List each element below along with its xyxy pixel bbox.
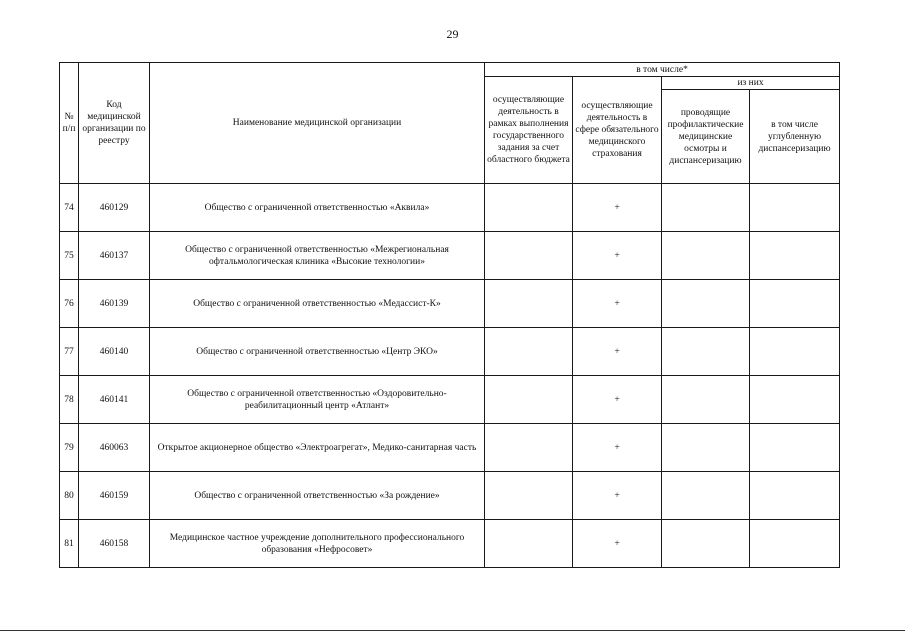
cell-num: 81 bbox=[60, 520, 79, 568]
cell-code: 460137 bbox=[79, 232, 150, 280]
cell-name: Общество с ограниченной ответственностью «Оздоровительно-реабилитационный центр «Атлант» bbox=[150, 376, 485, 424]
header-including: в том числе* bbox=[485, 63, 840, 77]
cell-oms: + bbox=[573, 424, 662, 472]
cell-name: Общество с ограниченной ответственностью «Аквила» bbox=[150, 184, 485, 232]
cell-name: Медицинское частное учреждение дополнительного профессионального образования «Нефросовет» bbox=[150, 520, 485, 568]
cell-num: 77 bbox=[60, 328, 79, 376]
header-name: Наименование медицинской организации bbox=[150, 63, 485, 184]
cell-state-task bbox=[485, 424, 573, 472]
table-row bbox=[60, 520, 840, 568]
cell-prof bbox=[662, 376, 750, 424]
cell-oms: + bbox=[573, 184, 662, 232]
cell-code: 460139 bbox=[79, 280, 150, 328]
cell-deep bbox=[750, 424, 840, 472]
cell-code: 460129 bbox=[79, 184, 150, 232]
header-code: Код медицинской организации по реестру bbox=[79, 63, 150, 184]
cell-name: Общество с ограниченной ответственностью «Центр ЭКО» bbox=[150, 328, 485, 376]
cell-prof bbox=[662, 328, 750, 376]
cell-deep bbox=[750, 232, 840, 280]
cell-oms: + bbox=[573, 376, 662, 424]
page-number: 29 bbox=[446, 27, 459, 41]
cell-num: 74 bbox=[60, 184, 79, 232]
header-state-task: осуществляющие деятельность в рамках выполнения государственного задания за счет областного бюджета bbox=[485, 77, 573, 184]
cell-num: 78 bbox=[60, 376, 79, 424]
cell-prof bbox=[662, 280, 750, 328]
cell-deep bbox=[750, 376, 840, 424]
table-row bbox=[60, 280, 840, 328]
header-deep: в том числе углубленную диспансеризацию bbox=[750, 90, 840, 184]
cell-code: 460158 bbox=[79, 520, 150, 568]
cell-code: 460063 bbox=[79, 424, 150, 472]
table-row bbox=[60, 232, 840, 280]
cell-oms: + bbox=[573, 520, 662, 568]
cell-state-task bbox=[485, 472, 573, 520]
cell-num: 75 bbox=[60, 232, 79, 280]
cell-oms: + bbox=[573, 472, 662, 520]
cell-name: Общество с ограниченной ответственностью «Медассист-К» bbox=[150, 280, 485, 328]
cell-name: Общество с ограниченной ответственностью «За рождение» bbox=[150, 472, 485, 520]
table-header bbox=[60, 63, 840, 184]
header-oms: осуществляющие деятельность в сфере обязательного медицинского страхования bbox=[573, 77, 662, 184]
cell-oms: + bbox=[573, 328, 662, 376]
cell-state-task bbox=[485, 280, 573, 328]
cell-oms: + bbox=[573, 280, 662, 328]
cell-deep bbox=[750, 328, 840, 376]
table-body bbox=[60, 184, 840, 568]
cell-code: 460159 bbox=[79, 472, 150, 520]
cell-prof bbox=[662, 472, 750, 520]
medical-organizations-table bbox=[59, 62, 840, 568]
page-bottom-edge bbox=[0, 630, 905, 631]
table-row bbox=[60, 184, 840, 232]
cell-num: 79 bbox=[60, 424, 79, 472]
cell-deep bbox=[750, 280, 840, 328]
cell-num: 80 bbox=[60, 472, 79, 520]
table-row bbox=[60, 472, 840, 520]
cell-prof bbox=[662, 424, 750, 472]
cell-code: 460141 bbox=[79, 376, 150, 424]
table-row bbox=[60, 424, 840, 472]
cell-deep bbox=[750, 520, 840, 568]
cell-state-task bbox=[485, 520, 573, 568]
cell-name: Открытое акционерное общество «Электроагрегат», Медико-санитарная часть bbox=[150, 424, 485, 472]
header-num: № п/п bbox=[60, 63, 79, 184]
cell-oms: + bbox=[573, 232, 662, 280]
cell-name: Общество с ограниченной ответственностью «Межрегиональная офтальмологическая клиника «Высокие технологии» bbox=[150, 232, 485, 280]
cell-state-task bbox=[485, 376, 573, 424]
table-row bbox=[60, 328, 840, 376]
header-of-them: из них bbox=[662, 77, 840, 90]
cell-prof bbox=[662, 520, 750, 568]
cell-prof bbox=[662, 232, 750, 280]
cell-deep bbox=[750, 472, 840, 520]
header-prof: проводящие профилактические медицинские осмотры и диспансеризацию bbox=[662, 90, 750, 184]
table-row bbox=[60, 376, 840, 424]
cell-deep bbox=[750, 184, 840, 232]
cell-code: 460140 bbox=[79, 328, 150, 376]
cell-num: 76 bbox=[60, 280, 79, 328]
cell-state-task bbox=[485, 328, 573, 376]
cell-state-task bbox=[485, 184, 573, 232]
cell-state-task bbox=[485, 232, 573, 280]
cell-prof bbox=[662, 184, 750, 232]
